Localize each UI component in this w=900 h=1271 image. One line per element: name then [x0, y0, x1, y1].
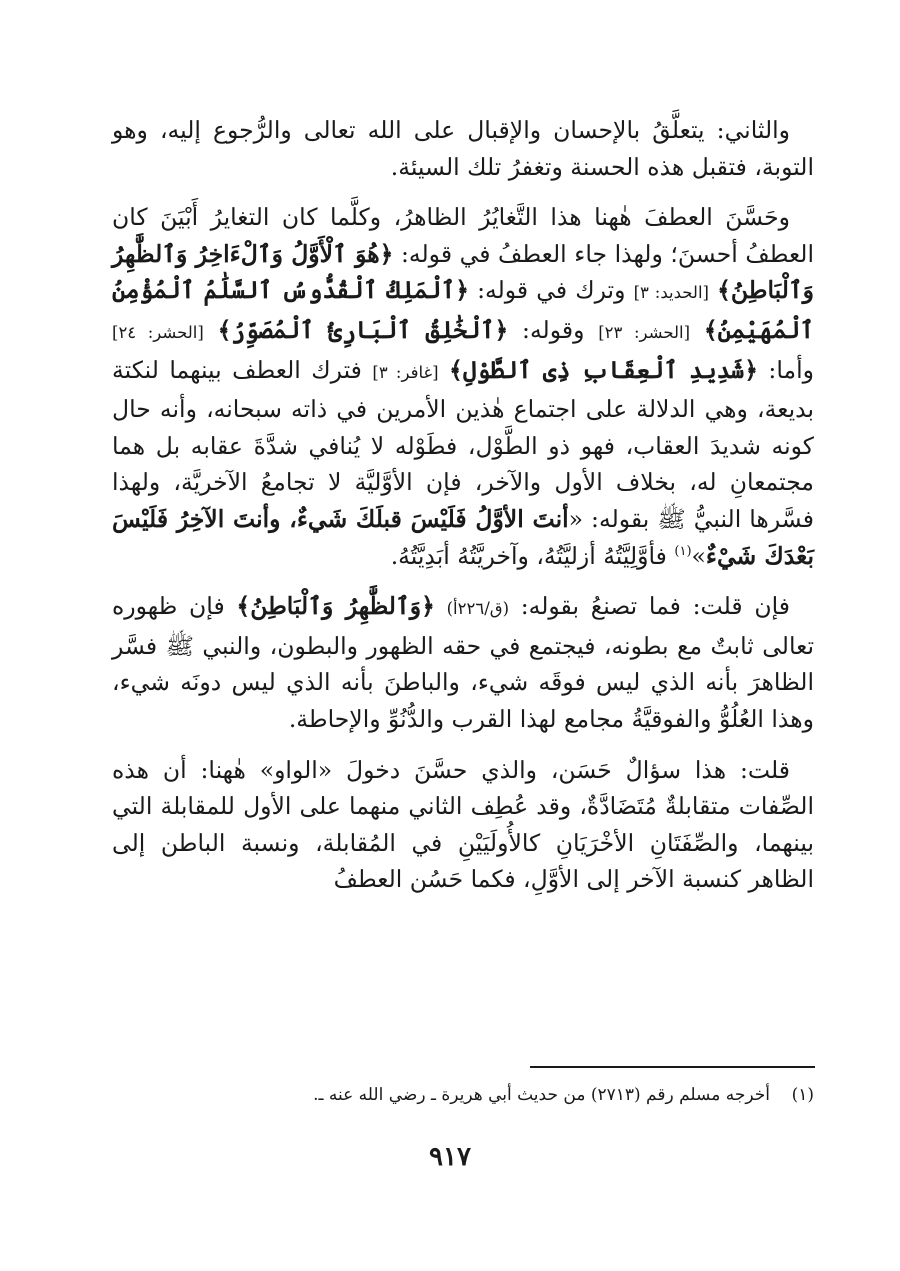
footnote-text: أخرجه مسلم رقم (٢٧١٣) من حديث أبي هريرة ـ رضي الله عنه ـ.	[313, 1085, 770, 1105]
body-text-run: وترك في قوله:	[468, 276, 634, 305]
quran-verse: ﴿شَدِيدِ ٱلْعِقَابِ ذِى ٱلطَّوْلِ﴾	[449, 355, 758, 384]
quran-verse: ﴿هُوَ ٱلْأَوَّلُ وَٱلْءَاخِرُ وَٱلظَّٰهِرُ وَٱلْبَاطِنُ﴾	[112, 239, 814, 305]
paragraph	[112, 752, 814, 898]
main-text	[112, 112, 814, 912]
body-text-run: فإن ظهوره تعالى ثابتٌ مع بطونه، فيجتمع في حقه الظهور والبطون، والنبي ﷺ فسَّر الظاهرَ بأنه الذي ليس فوقَه شيء، والباطنَ بأنه الذي ليس دونَه شيء، وهذا العُلُوُّ والفوقيَّةُ مجامع لهذا القرب والدُّنُوِّ والإحاطة.	[112, 592, 814, 733]
hadith-quote: أنتَ الأوَّلُ فَلَيْسَ قبلَكَ شَيءٌ، وأنتَ الآخِرُ فَلَيْسَ بَعْدَكَ شَيْءٌ	[112, 504, 814, 570]
body-text-run	[690, 316, 704, 344]
paragraph	[112, 112, 814, 185]
quran-verse: ﴿ٱلْمَلِكُ ٱلْقُدُّوسُ ٱلسَّلَٰمُ ٱلْمُؤْمِنُ ٱلْمُهَيْمِنُ﴾	[112, 276, 815, 344]
verse-reference: [الحشر: ٢٤]	[112, 322, 204, 342]
body-text-run: فأوَّلِيَّتُهُ أزليَّتُهُ، وآخريَّتُهُ أبَدِيَّتُهُ.	[390, 541, 675, 570]
body-text-run: وقوله:	[508, 315, 599, 344]
footnote	[112, 1080, 814, 1110]
paragraph	[112, 588, 814, 737]
body-text-run: فإن قلت: فما تصنعُ بقوله:	[509, 592, 790, 621]
quran-verse: ﴿وَٱلظَّٰهِرُ وَٱلْبَاطِنُ﴾	[236, 592, 435, 621]
body-text-run: فترك العطف بينهما لنكتة بديعة، وهي الدلالة على اجتماع هٰذين الأمرين في ذاته سبحانه، وأنه حال كونه شديدَ العقاب، فهو ذو الطَّوْل، فطَوْله لا يُنافي شدَّةَ عقابه بل هما مجتمعانِ له، بخلاف الأول والآخر، فإن الأوَّليَّة لا تجامعُ الآخريَّة، ولهذا فسَّرها النبيُّ ﷺ بقوله: «	[112, 355, 814, 533]
verse-reference: [غافر: ٣]	[372, 362, 439, 382]
body-text-run: »	[691, 541, 706, 570]
footnote-marker: (١)	[791, 1085, 814, 1105]
body-text-run: قلت: هذا سؤالٌ حَسَن، والذي حسَّنَ دخولَ «الواو» هٰهنا: أن هذه الصِّفات متقابلةٌ مُتَضَادَّةٌ، وقد عُطِف الثاني منهما على الأول للمقابلة التي بينهما، والصِّفَتَانِ الأخْرَيَانِ كالأُولَيَيْنِ في المُقابلة، ونسبة الباطن إلى الظاهر كنسبة الآخر إلى الأوَّلِ، فكما حَسُن العطفُ	[112, 755, 814, 894]
body-text-run: والثاني: يتعلَّقُ بالإحسان والإقبال على الله تعالى والرُّجوع إليه، وهو التوبة، فتقبل هذه الحسنة وتغفرُ تلك السيئة.	[112, 116, 814, 181]
body-text-run: وحَسَّنَ العطفَ هٰهنا هذا التَّغايُرُ الظاهرُ، وكلَّما كان التغايرُ أَبْيَنَ كان العطفُ أحسنَ؛ ولهذا جاء العطفُ في قوله:	[112, 203, 814, 268]
body-text-run	[439, 356, 449, 384]
verse-reference: [الحديد: ٣]	[633, 283, 709, 303]
footnote-separator	[530, 1066, 815, 1068]
paragraph	[112, 199, 814, 574]
footnote-reference: (١)	[674, 543, 692, 559]
body-text-run	[204, 316, 218, 344]
quran-verse: ﴿ٱلْخَٰلِقُ ٱلْبَارِئُ ٱلْمُصَوِّرُ﴾	[217, 315, 509, 344]
body-text-run: وأما:	[757, 355, 814, 384]
body-text-run	[435, 592, 447, 620]
verse-reference: [الحشر: ٢٣]	[598, 322, 691, 342]
verse-reference: (ق/٢٢٦أ)	[446, 599, 510, 619]
body-text-run	[709, 276, 717, 304]
page-number: ٩١٧	[429, 1142, 471, 1172]
